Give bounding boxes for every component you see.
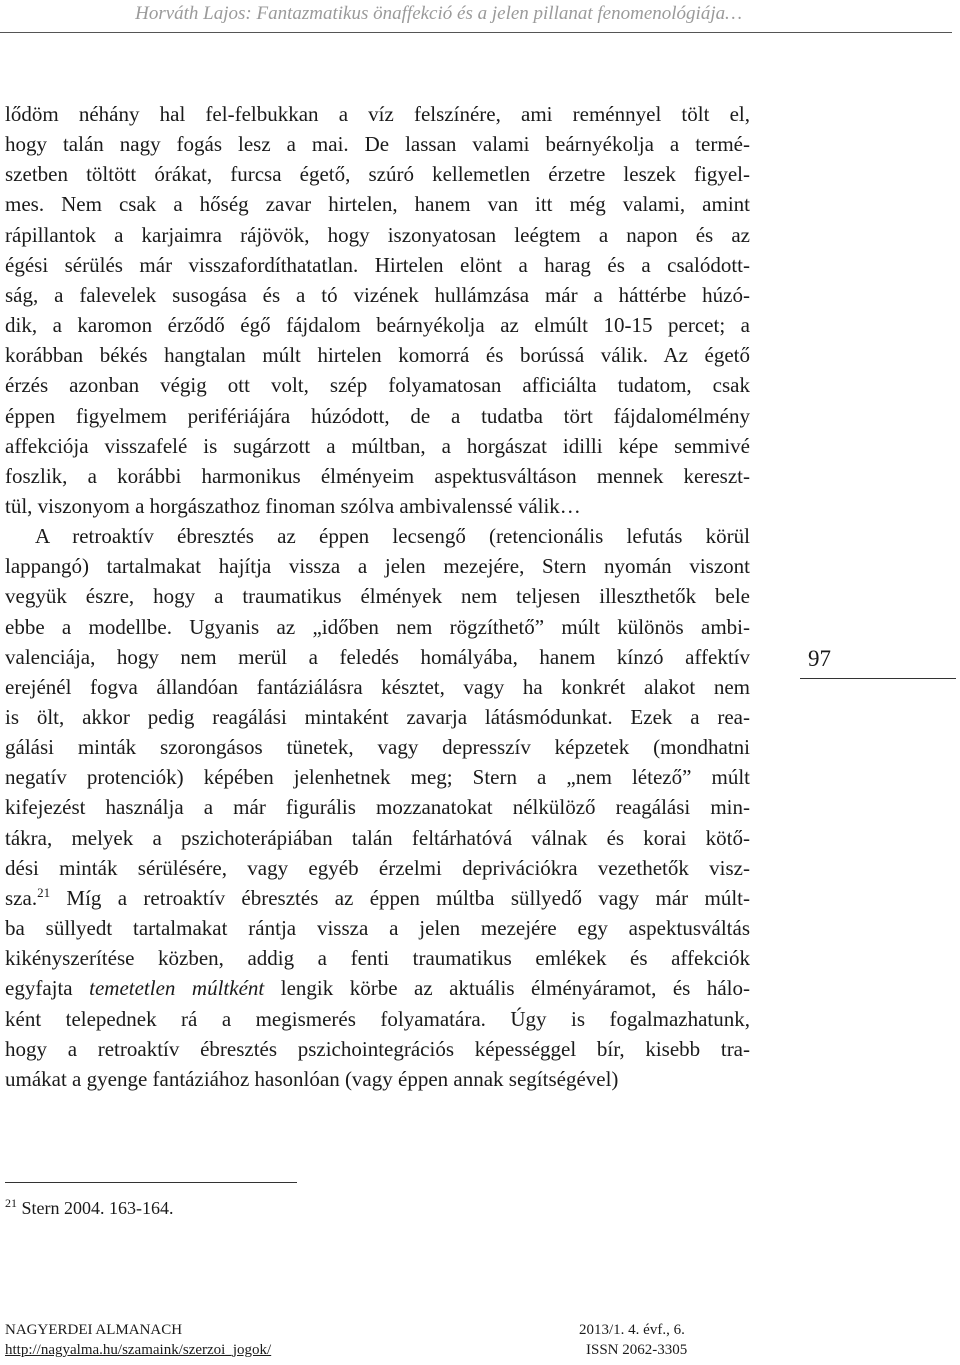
text-line: szetben töltött órákat, furcsa égető, szúró kellemetlen érzetre leszek figyel- xyxy=(5,162,750,186)
text-line: ba süllyedt tartalmakat rántja vissza a jelen mezejére egy aspektusváltás xyxy=(5,916,750,940)
footnote-rule xyxy=(5,1182,297,1183)
text-line: tül, viszonyom a horgászathoz finoman szólva ambivalenssé válik… xyxy=(5,494,581,518)
text-line: érzés azonban végig ott volt, szép folyamatosan afficiálta tudatom, csak xyxy=(5,373,750,397)
text-line: vegyük észre, hogy a traumatikus élmények nem teljesen illeszthetők bele xyxy=(5,584,750,608)
text-line: dési minták sérülésére, vagy egyéb érzelmi deprivációkra vezethetők visz- xyxy=(5,856,750,880)
text-line: mes. Nem csak a hőség zavar hirtelen, hanem van itt még valami, amint xyxy=(5,192,750,216)
text-line xyxy=(5,974,750,1002)
text-segment: lengik körbe az aktuális élményáramot, és hálo- xyxy=(264,976,750,1000)
footnote-reference[interactable]: 21 xyxy=(37,885,51,900)
text-line: A retroaktív ébresztés az éppen lecsengő (retencionális lefutás körül xyxy=(35,524,750,548)
text-line: ság, a falevelek susogása és a tó vizének hullámzása már a háttérbe húzó- xyxy=(5,283,750,307)
text-line: gálási minták szorongásos tünetek, vagy depresszív képzetek (mondhatni xyxy=(5,735,750,759)
emphasized-phrase: temetetlen múltként xyxy=(89,976,265,1000)
text-line: dik, a karomon érződő égő fájdalom beárnyékolja az elmúlt 10-15 percet; a xyxy=(5,313,750,337)
text-line: umákat a gyenge fantáziához hasonlóan (vagy éppen annak segítségével) xyxy=(5,1067,619,1091)
footer-issue: 2013/1. 4. évf., 6. xyxy=(579,1322,685,1338)
text-line: negatív protenciók) képében jelenhetnek meg; Stern a „nem létező” múlt xyxy=(5,765,750,789)
text-segment: Míg a retroaktív ébresztés az éppen múltba süllyedő vagy már múlt- xyxy=(50,886,750,910)
footnote xyxy=(5,1196,174,1219)
running-head xyxy=(0,0,952,33)
footnote-text: Stern 2004. 163-164. xyxy=(21,1198,174,1218)
text-line: kikényszerítése közben, addig a fenti traumatikus emlékek és affekciók xyxy=(5,946,750,970)
text-line: lődöm néhány hal fel-felbukkan a víz felszínére, ami reménnyel tölt el, xyxy=(5,102,750,126)
text-line: foszlik, a korábbi harmonikus élményeim aspektusváltáson mennek kereszt- xyxy=(5,464,750,488)
running-title: Horváth Lajos: Fantazmatikus önaffekció és a jelen pillanat fenomenológiája… xyxy=(135,3,742,24)
footer-issn: ISSN 2062-3305 xyxy=(586,1342,688,1358)
footer-journal: NAGYERDEI ALMANACH xyxy=(5,1322,183,1338)
text-line: rápillantok a karjaimra rájövök, hogy iszonyatosan leégtem a napon és az xyxy=(5,223,750,247)
text-segment: sza. xyxy=(5,886,38,910)
text-line: lappangó) tartalmakat hajítja vissza a jelen mezejére, Stern nyomán viszont xyxy=(5,554,750,578)
text-line: hogy talán nagy fogás lesz a mai. De lassan valami beárnyékolja a termé- xyxy=(5,132,750,156)
text-line: erejénél fogva állandóan fantáziálásra késztet, vagy ha konkrét alakot nem xyxy=(5,675,750,699)
text-line: égési sérülés már visszafordíthatatlan. Hirtelen elönt a harag és a csalódott- xyxy=(5,253,750,277)
text-line: ként telepednek rá a megismerés folyamatára. Úgy is fogalmazhatunk, xyxy=(5,1007,750,1031)
text-line: ebbe a modellbe. Ugyanis az „időben nem rögzíthető” múlt különös ambi- xyxy=(5,615,750,639)
text-line: valenciája, hogy nem merül a feledés homályába, hanem kínzó affektív xyxy=(5,645,750,669)
page-number-rule xyxy=(800,678,956,679)
text-line: hogy a retroaktív ébresztés pszichointegrációs képességgel bír, kisebb tra- xyxy=(5,1037,750,1061)
footer-url-link[interactable]: http://nagyalma.hu/szamaink/szerzoi_jogok/ xyxy=(5,1342,272,1358)
page-number: 97 xyxy=(808,646,831,671)
text-line xyxy=(5,884,750,912)
text-line: kifejezést használja a már figurális mozzanatokat nélkülöző reagálási min- xyxy=(5,795,750,819)
text-segment: egyfajta xyxy=(5,976,90,1000)
text-line: korábban békés hangtalan múlt hirtelen komorrá és borússá válik. Az égető xyxy=(5,343,750,367)
text-line: affekciója visszafelé is sugárzott a múltban, a horgászat idilli képe semmivé xyxy=(5,434,750,458)
text-line: is ölt, akkor pedig reagálási mintaként zavarja látásmódunkat. Ezek a rea- xyxy=(5,705,750,729)
footnote-number: 21 xyxy=(5,1196,17,1210)
text-line: tákra, melyek a pszichoterápiában talán feltárhatóvá válnak és korai kötő- xyxy=(5,826,750,850)
text-line: éppen figyelmem perifériájára húzódott, de a tudatba tört fájdalomélmény xyxy=(5,404,750,428)
